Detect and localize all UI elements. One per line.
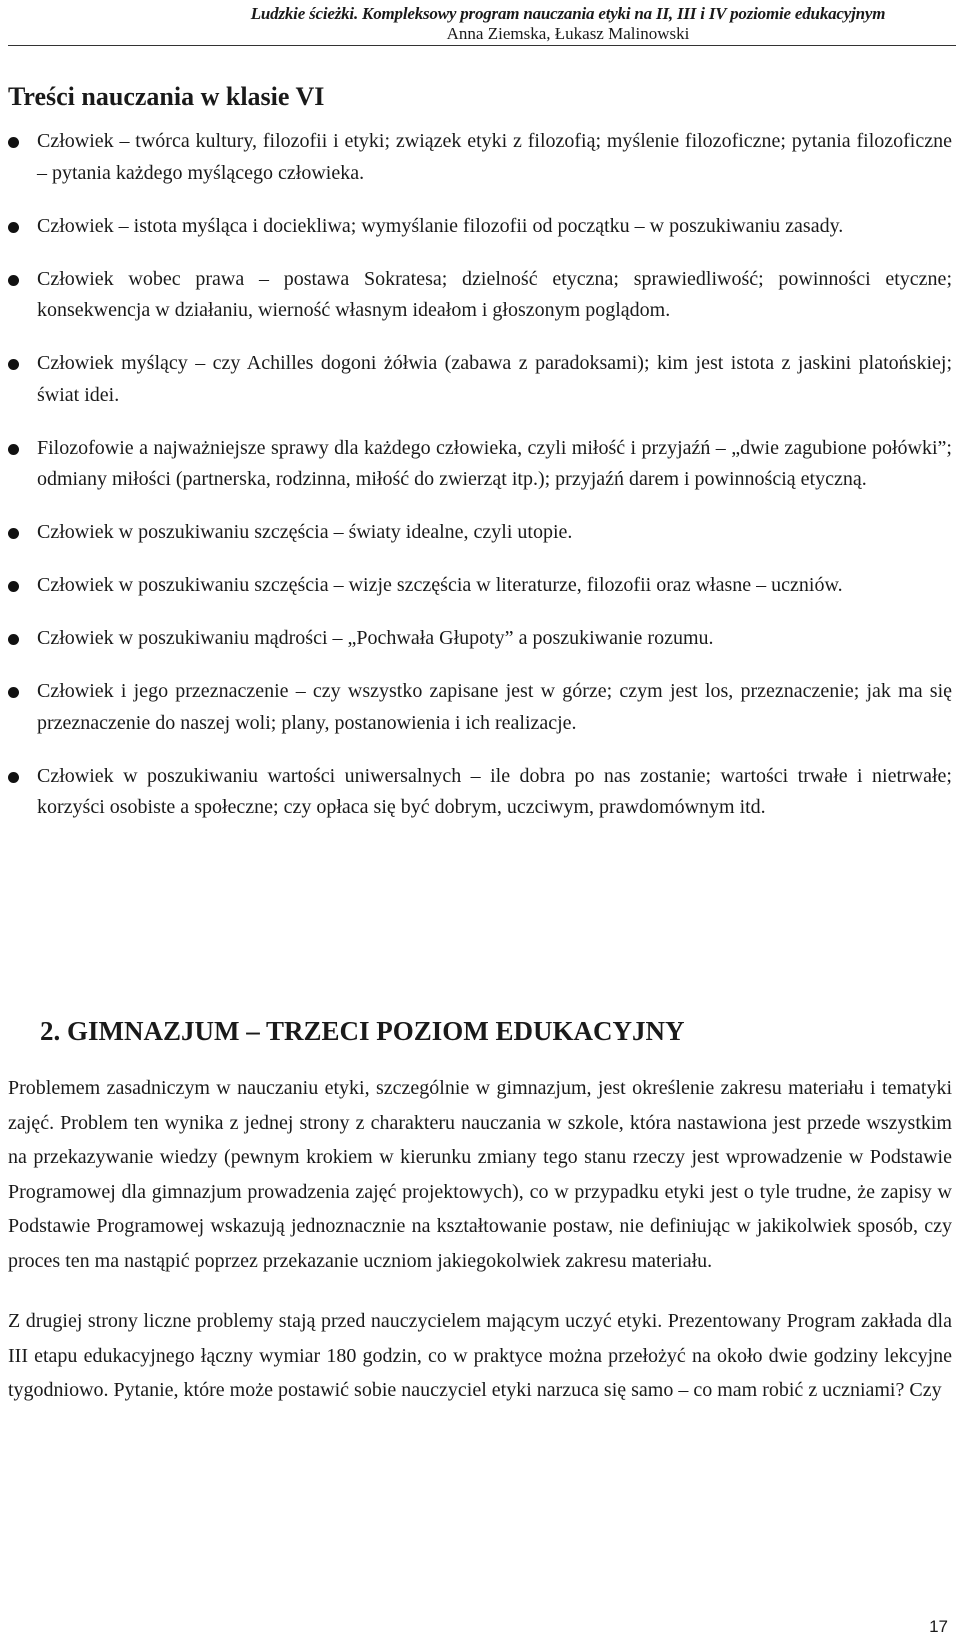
- list-item-text: Człowiek w poszukiwaniu szczęścia – wizje szczęścia w literaturze, filozofii oraz własne – uczniów.: [37, 574, 843, 596]
- bullet-icon: [8, 359, 19, 370]
- list-item-text: Człowiek myślący – czy Achilles dogoni żółwia (zabawa z paradoksami); kim jest istota z jaskini platońskiej; świat idei.: [37, 352, 952, 406]
- bullet-icon: [8, 581, 19, 592]
- list-item-text: Człowiek i jego przeznaczenie – czy wszystko zapisane jest w górze; czym jest los, przeznaczenie; jak ma się przeznaczenie do naszej woli; plany, postanowienia i ich realizacje.: [37, 680, 952, 734]
- list-item-text: Człowiek – twórca kultury, filozofii i etyki; związek etyki z filozofią; myślenie filozoficzne; pytania filozoficzne – pytania każdego myślącego człowieka.: [37, 130, 952, 184]
- list-item: [8, 517, 952, 549]
- header-divider: [8, 45, 956, 46]
- bullet-icon: [8, 772, 19, 783]
- paragraph: Problemem zasadniczym w nauczaniu etyki, szczególnie w gimnazjum, jest określenie zakresu materiału i tematyki zajęć. Problem ten wynika z jednej strony z charakteru nauczania w szkole, która nastawiona jest przede wszystkim na przekazywanie wiedzy (pewnym krokiem w kierunku zmiany tego stanu rzeczy jest wprowadzenie w Podstawie Programowej dla gimnazjum prowadzenia zajęć projektowych), co w przypadku etyki jest o tyle trudne, że zapisy w Podstawie Programowej wskazują jednoznacznie na kształtowanie postaw, nie definiując w jakikolwiek sposób, czy proces ten ma nastąpić poprzez przekazanie uczniom jakiegokolwiek zakresu materiału.: [8, 1077, 952, 1272]
- bullet-icon: [8, 687, 19, 698]
- list-item-text: Filozofowie a najważniejsze sprawy dla każdego człowieka, czyli miłość i przyjaźń – „dwie zagubione połówki”; odmiany miłości (partnerska, rodzinna, miłość do zwierząt itp.); przyjaźń darem i powinnością etyczną.: [37, 436, 952, 490]
- running-header: [218, 4, 918, 44]
- list-item: [8, 761, 952, 824]
- paragraph: Z drugiej strony liczne problemy stają przed nauczycielem mającym uczyć etyki. Prezentowany Program zakłada dla III etapu edukacyjnego łączny wymiar 180 godzin, co w praktyce można przełożyć na około dwie godziny lekcyjne tygodniowo. Pytanie, które może postawić sobie nauczyciel etyki narzuca się samo – co mam robić z uczniami? Czy: [8, 1310, 952, 1401]
- bullet-icon: [8, 634, 19, 645]
- bullet-icon: [8, 222, 19, 233]
- list-item: [8, 348, 952, 411]
- header-title: Ludzkie ścieżki. Kompleksowy program nauczania etyki na II, III i IV poziomie edukacyjnym: [250, 4, 886, 23]
- list-item: [8, 433, 952, 496]
- bullet-icon: [8, 137, 19, 148]
- bullet-icon: [8, 528, 19, 539]
- body-text: [8, 1071, 952, 1434]
- list-item-text: Człowiek w poszukiwaniu wartości uniwersalnych – ile dobra po nas zostanie; wartości trwałe i nietrwałe; korzyści osobiste a społeczne; czy opłaca się być dobrym, uczciwym, prawdomównym itd.: [37, 764, 952, 818]
- header-authors: Anna Ziemska, Łukasz Malinowski: [446, 24, 690, 43]
- list-item-text: Człowiek w poszukiwaniu szczęścia – światy idealne, czyli utopie.: [37, 521, 573, 543]
- chapter-heading: 2. GIMNAZJUM – TRZECI POZIOM EDUKACYJNY: [40, 1016, 685, 1046]
- section-title: Treści nauczania w klasie VI: [8, 82, 325, 111]
- list-item-text: Człowiek wobec prawa – postawa Sokratesa; dzielność etyczna; sprawiedliwość; powinności etyczne; konsekwencja w działaniu, wierność własnym ideałom i głoszonym poglądom.: [37, 267, 952, 321]
- bullet-icon: [8, 444, 19, 455]
- list-item-text: Człowiek w poszukiwaniu mądrości – „Pochwała Głupoty” a poszukiwanie rozumu.: [37, 627, 714, 649]
- list-item: [8, 211, 952, 243]
- list-item: [8, 570, 952, 602]
- list-item: [8, 264, 952, 327]
- bullet-icon: [8, 275, 19, 286]
- list-item: [8, 676, 952, 739]
- list-item: [8, 623, 952, 655]
- list-item: [8, 126, 952, 189]
- topic-list: [8, 126, 952, 845]
- list-item-text: Człowiek – istota myśląca i dociekliwa; wymyślanie filozofii od początku – w poszukiwaniu zasady.: [37, 214, 844, 237]
- page-number: 17: [929, 1617, 948, 1636]
